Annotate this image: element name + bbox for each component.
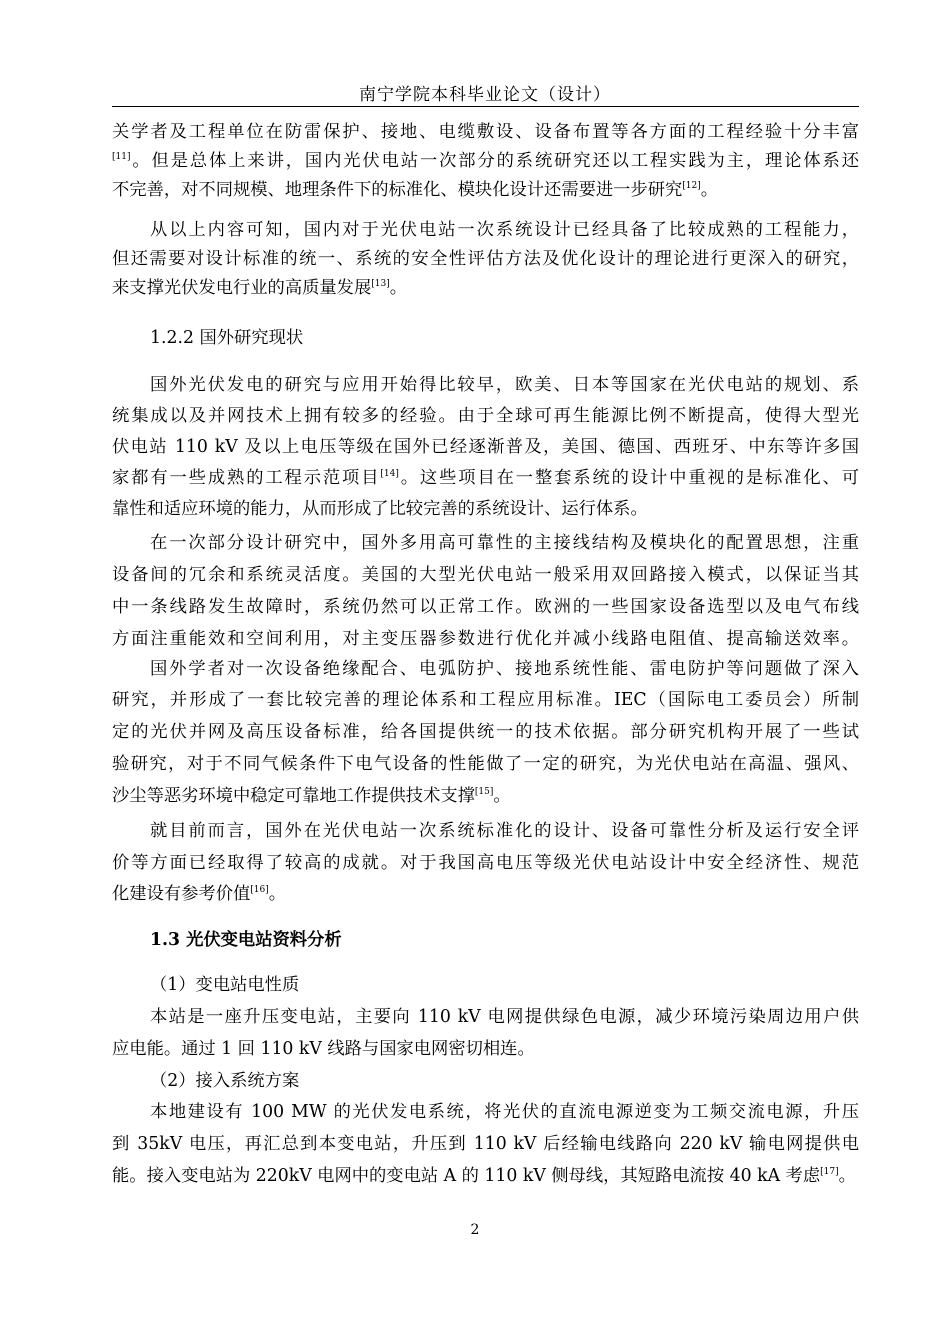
paragraph-line: 在一次部分设计研究中，国外多用高可靠性的主接线结构及模块化的配置思想，注重 [150,533,859,553]
citation: [14] [380,469,399,479]
paragraph-line: 价等方面已经取得了较高的成就。对于我国高电压等级光伏电站设计中安全经济性、规范 [112,853,859,873]
paragraph-line: 靠性和适应环境的能力，从而形成了比较完善的系统设计、运行体系。 [112,499,648,519]
paragraph-line: 国外学者对一次设备绝缘配合、电弧防护、接地系统性能、雷电防护等问题做了深入 [150,659,859,679]
paragraph-line: 设备间的冗余和系统灵活度。美国的大型光伏电站一般采用双回路接入模式，以保证当其 [112,565,859,585]
citation: [16] [250,885,269,895]
paragraph-line: 能。接入变电站为 220kV 电网中的变电站 A 的 110 kV 侧母线，其短路电流按 40 kA 考虑[17]。 [112,1166,856,1186]
section-heading-1-2-2: 1.2.2 国外研究现状 [150,328,304,348]
paragraph-line: 就目前而言，国外在光伏电站一次系统标准化的设计、设备可靠性分析及运行安全评 [150,821,859,841]
paragraph-line: 来支撑光伏发电行业的高质量发展[13]。 [112,278,408,298]
paragraph-line: 不完善，对不同规模、地理条件下的标准化、模块化设计还需要进一步研究[12]。 [112,180,719,200]
paragraph-line: 沙尘等恶劣环境中稳定可靠地工作提供技术支撑[15]。 [112,786,511,806]
citation: [17] [820,1167,839,1177]
paragraph-line: 国外光伏发电的研究与应用开始得比较早，欧美、日本等国家在光伏电站的规划、系 [150,375,859,395]
paragraph-line: 验研究，对于不同气候条件下电气设备的性能做了一定的研究，为光伏电站在高温、强风、 [112,754,859,774]
paragraph-line: 伏电站 110 kV 及以上电压等级在国外已经逐渐普及，美国、德国、西班牙、中东等许多国 [112,437,859,457]
paragraph-line: 化建设有参考价值[16]。 [112,884,287,904]
citation: [11] [112,152,131,162]
paragraph-line: 从以上内容可知，国内对于光伏电站一次系统设计已经具备了比较成熟的工程能力， [150,220,859,240]
paragraph-line: 家都有一些成熟的工程示范项目[14]。这些项目在一整套系统的设计中重视的是标准化、可 [112,468,859,488]
paragraph-line: 本地建设有 100 MW 的光伏发电系统，将光伏的直流电源逆变为工频交流电源，升压 [150,1102,859,1122]
citation: [15] [474,787,494,797]
citation: [13] [371,279,390,289]
paragraph-line: 定的光伏并网及高压设备标准，给各国提供统一的技术依据。部分研究机构开展了一些试 [112,722,859,742]
paragraph-line: 但还需要对设计标准的统一、系统的安全性评估方法及优化设计的理论进行更深入的研究， [112,249,859,269]
paragraph-line: 研究，并形成了一套比较完善的理论体系和工程应用标准。IEC（国际电工委员会）所制 [112,690,859,710]
paragraph-line: 到 35kV 电压，再汇总到本变电站，升压到 110 kV 后经输电线路向 220 kV 输电网提供电 [112,1134,859,1154]
paragraph-line: 本站是一座升压变电站，主要向 110 kV 电网提供绿色电源，减少环境污染周边用户供 [150,1007,859,1027]
page-number: 2 [470,1222,480,1238]
paragraph-line: 关学者及工程单位在防雷保护、接地、电缆敷设、设备布置等各方面的工程经验十分丰富 [112,122,859,142]
running-header: 南宁学院本科毕业论文（设计） [359,85,611,105]
paragraph-line: 应电能。通过 1 回 110 kV 线路与国家电网密切相连。 [112,1039,535,1059]
header-rule [112,106,859,107]
list-item-heading: （2）接入系统方案 [150,1071,300,1091]
paragraph-line: 统集成以及并网技术上拥有较多的经验。由于全球可再生能源比例不断提高，使得大型光 [112,406,859,426]
citation: [12] [682,181,701,191]
paragraph-line: 中一条线路发生故障时，系统仍然可以正常工作。欧洲的一些国家设备选型以及电气布线 [112,597,859,617]
list-item-heading: （1）变电站电性质 [150,975,300,995]
paragraph-line: [11]。但是总体上来讲，国内光伏电站一次部分的系统研究还以工程实践为主，理论体系还 [112,151,859,171]
section-heading-1-3: 1.3 光伏变电站资料分析 [150,930,342,950]
paragraph-line: 方面注重能效和空间利用，对主变压器参数进行优化并减小线路电阻值、提高输送效率。 [112,629,859,649]
